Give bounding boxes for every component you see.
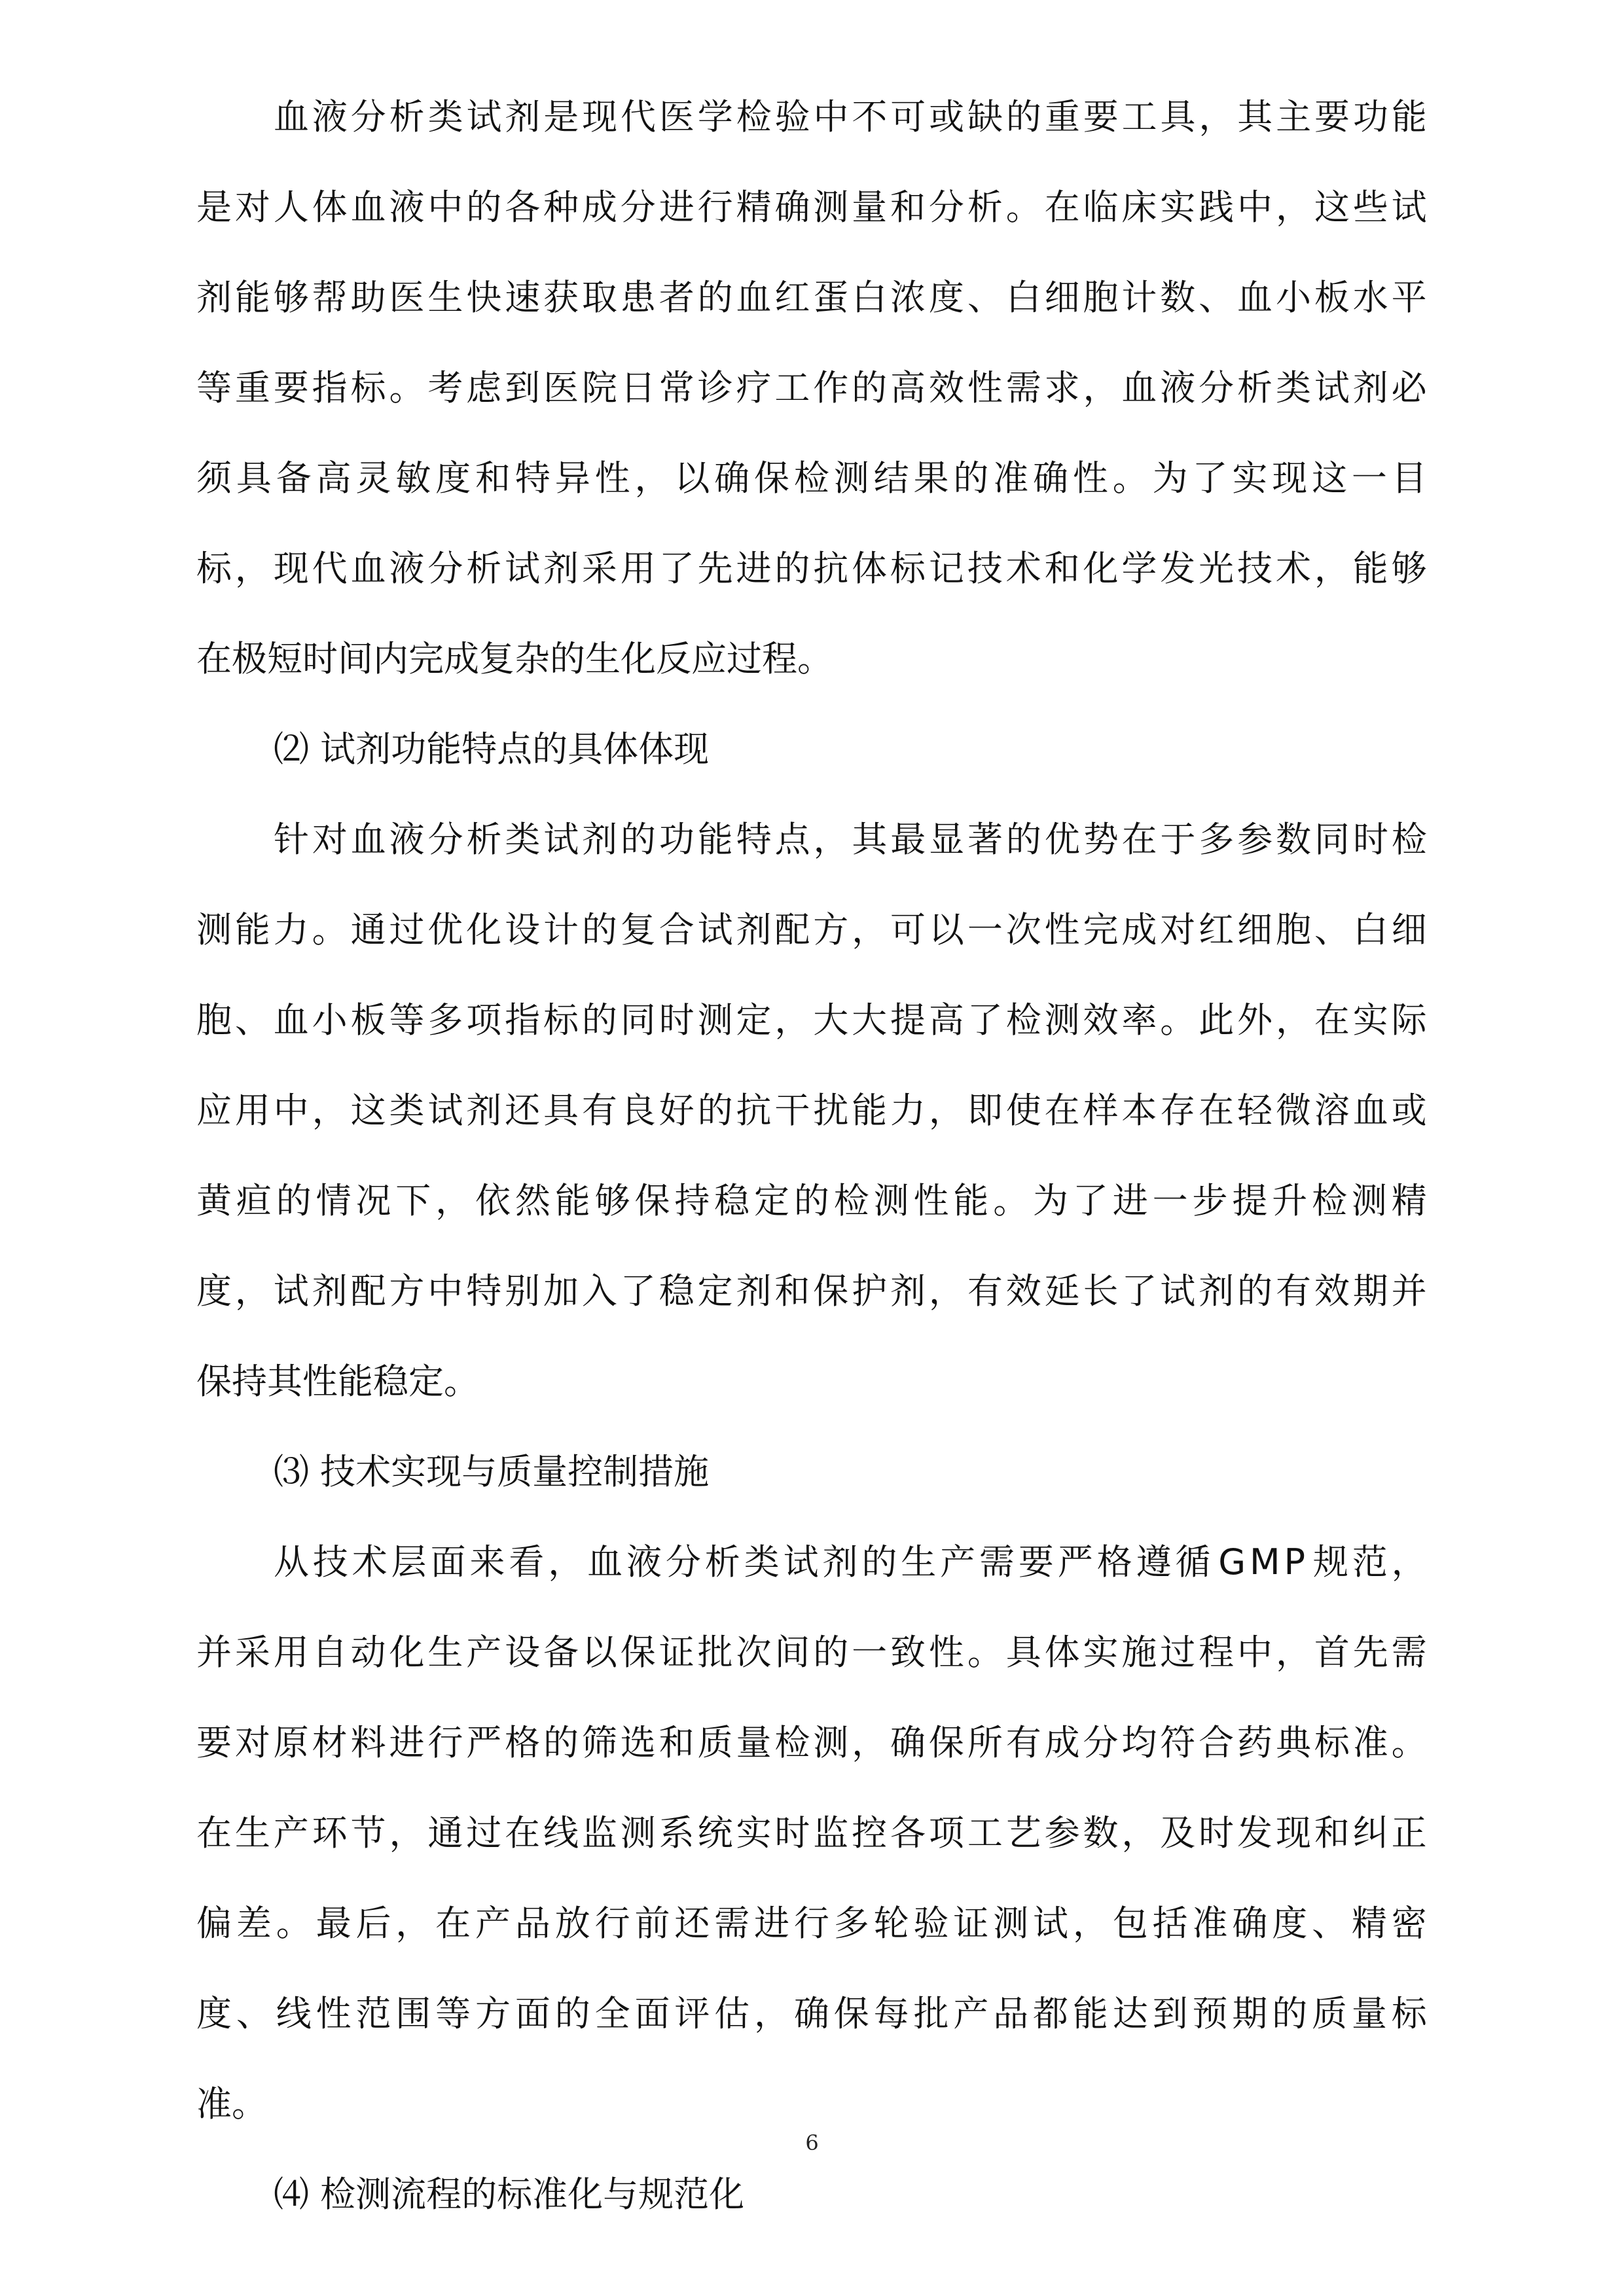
- paragraph-line: 黄 疸 的 情 况 下 ， 依 然 能 够 保 持 稳 定 的 检 测 性 能 。 为 了 进 一 步 提 升 检 测 精: [196, 1180, 1427, 1221]
- paragraph-line: 在 生 产 环 节 ， 通 过 在 线 监 测 系 统 实 时 监 控 各 项 工 艺 参 数 ， 及 时 发 现 和 纠 正: [196, 1812, 1427, 1854]
- paragraph-3: [196, 1517, 1427, 2149]
- paragraph-line: 标 ， 现 代 血 液 分 析 试 剂 采 用 了 先 进 的 抗 体 标 记 技 术 和 化 学 发 光 技 术 ， 能 够: [196, 548, 1427, 589]
- paragraph-line: 是 对 人 体 血 液 中 的 各 种 成 分 进 行 精 确 测 量 和 分 析 。 在 临 床 实 践 中 ， 这 些 试: [196, 187, 1427, 228]
- paragraph-line: 等 重 要 指 标 。 考 虑 到 医 院 日 常 诊 疗 工 作 的 高 效 性 需 求 ， 血 液 分 析 类 试 剂 必: [196, 367, 1427, 408]
- paragraph-line: 并 采 用 自 动 化 生 产 设 备 以 保 证 批 次 间 的 一 致 性 。 具 体 实 施 过 程 中 ， 首 先 需: [196, 1632, 1427, 1673]
- paragraph-line: 剂 能 够 帮 助 医 生 快 速 获 取 患 者 的 血 红 蛋 白 浓 度 、 白 细 胞 计 数 、 血 小 板 水 平: [196, 277, 1427, 318]
- paragraph-2: [196, 795, 1427, 1427]
- paragraph-line: 测 能 力 。 通 过 优 化 设 计 的 复 合 试 剂 配 方 ， 可 以 一 次 性 完 成 对 红 细 胞 、 白 细: [196, 909, 1427, 950]
- paragraph-line: 度 ， 试 剂 配 方 中 特 别 加 入 了 稳 定 剂 和 保 护 剂 ， 有 效 延 长 了 试 剂 的 有 效 期 并: [196, 1270, 1427, 1312]
- paragraph-line: 准。: [196, 2083, 267, 2125]
- paragraph-line: 偏 差 。 最 后 ， 在 产 品 放 行 前 还 需 进 行 多 轮 验 证 测 试 ， 包 括 准 确 度 、 精 密: [196, 1903, 1427, 1944]
- paragraph-line: 从 技 术 层 面 来 看 ， 血 液 分 析 类 试 剂 的 生 产 需 要 严 格 遵 循 G M P 规 范 ，: [274, 1541, 1427, 1583]
- section-heading-4: ⑷ 检测流程的标准化与规范化: [274, 2174, 745, 2215]
- paragraph-line: 须 具 备 高 灵 敏 度 和 特 异 性 ， 以 确 保 检 测 结 果 的 准 确 性 。 为 了 实 现 这 一 目: [196, 457, 1427, 499]
- document-body: [196, 72, 1427, 2240]
- paragraph-line: 在极短时间内完成复杂的生化反应过程。: [196, 638, 833, 679]
- paragraph-line: 胞 、 血 小 板 等 多 项 指 标 的 同 时 测 定 ， 大 大 提 高 了 检 测 效 率 。 此 外 ， 在 实 际: [196, 999, 1427, 1041]
- paragraph-line: 针 对 血 液 分 析 类 试 剂 的 功 能 特 点 ， 其 最 显 著 的 优 势 在 于 多 参 数 同 时 检: [274, 819, 1427, 860]
- paragraph-line: 应 用 中 ， 这 类 试 剂 还 具 有 良 好 的 抗 干 扰 能 力 ， 即 使 在 样 本 存 在 轻 微 溶 血 或: [196, 1090, 1427, 1131]
- paragraph-line: 血 液 分 析 类 试 剂 是 现 代 医 学 检 验 中 不 可 或 缺 的 重 要 工 具 ， 其 主 要 功 能: [274, 96, 1427, 137]
- paragraph-line: 要 对 原 材 料 进 行 严 格 的 筛 选 和 质 量 检 测 ， 确 保 所 有 成 分 均 符 合 药 典 标 准 。: [196, 1722, 1427, 1763]
- section-heading-2: ⑵ 试剂功能特点的具体体现: [274, 728, 710, 770]
- paragraph-line: 保持其性能稳定。: [196, 1361, 479, 1402]
- paragraph-1: [196, 72, 1427, 704]
- paragraph-line: 度 、 线 性 范 围 等 方 面 的 全 面 评 估 ， 确 保 每 批 产 品 都 能 达 到 预 期 的 质 量 标: [196, 1993, 1427, 2034]
- page-number: 6: [805, 2130, 819, 2155]
- section-heading-3: ⑶ 技术实现与质量控制措施: [274, 1451, 710, 1492]
